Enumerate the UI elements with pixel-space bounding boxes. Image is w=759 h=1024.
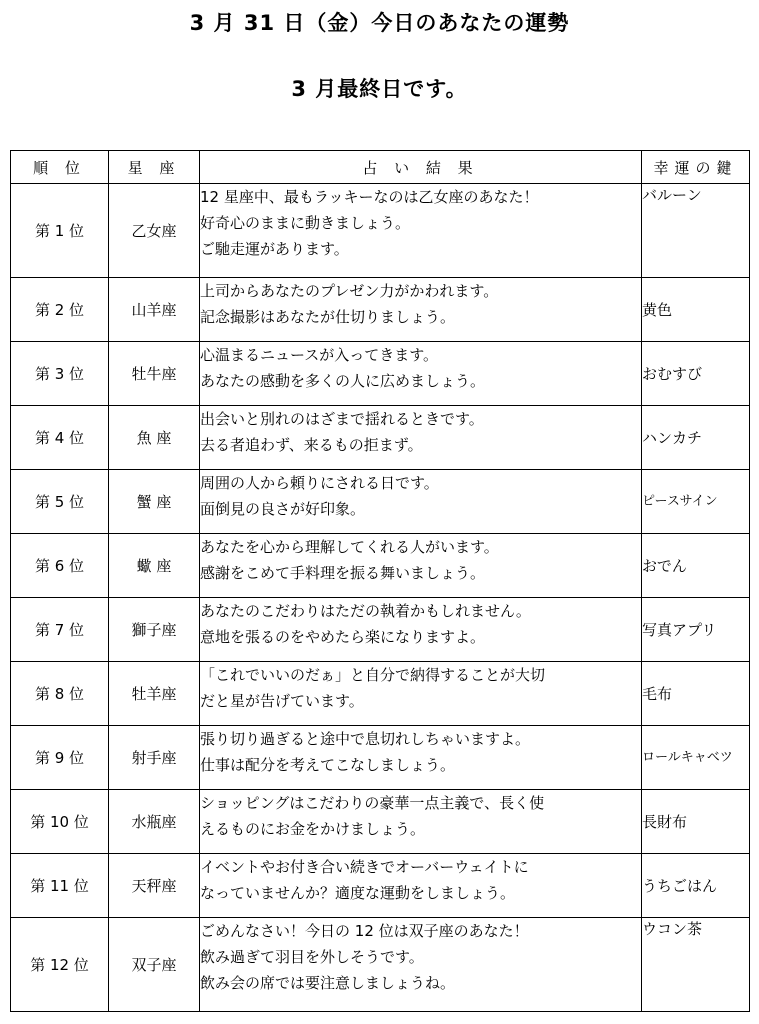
result-line: 12 星座中、最もラッキーなのは乙女座のあなた！: [200, 188, 539, 206]
table-row: [11, 406, 750, 470]
rank-cell: 第 9 位: [11, 726, 109, 790]
lucky-key-cell: バルーン: [642, 184, 750, 278]
table-row: [11, 790, 750, 854]
result-line: 面倒見の良さが好印象。: [200, 500, 366, 518]
result-line: 好奇心のままに動きましょう。: [200, 214, 411, 232]
table-row: [11, 662, 750, 726]
header-result: 占 い 結 果: [200, 151, 642, 184]
rank-cell: 第 6 位: [11, 534, 109, 598]
result-line: イベントやお付き合い続きでオーバーウェイトに: [200, 858, 529, 876]
result-line: 「これでいいのだぁ」と自分で納得することが大切: [200, 666, 546, 684]
result-line: 飲み過ぎて羽目を外しそうです。: [200, 948, 424, 966]
result-line: あなたを心から理解してくれる人がいます。: [200, 538, 499, 556]
result-line: ごめんなさい！今日の 12 位は双子座のあなた！: [200, 922, 529, 940]
result-cell: [200, 726, 642, 790]
lucky-key-cell: うちごはん: [642, 854, 750, 918]
rank-cell: 第 5 位: [11, 470, 109, 534]
sign-cell: 牡牛座: [109, 342, 200, 406]
result-line: 去る者追わず、来るもの拒まず。: [200, 436, 423, 454]
table-row: [11, 598, 750, 662]
result-line: 仕事は配分を考えてこなしましょう。: [200, 756, 456, 774]
lucky-key-cell: おでん: [642, 534, 750, 598]
result-line: 飲み会の席では要注意しましょうね。: [200, 974, 456, 992]
lucky-key-cell: おむすび: [642, 342, 750, 406]
sign-cell: 射手座: [109, 726, 200, 790]
result-line: あなたのこだわりはただの執着かもしれません。: [200, 602, 531, 620]
lucky-key-cell: ウコン茶: [642, 918, 750, 1012]
result-line: えるものにお金をかけましょう。: [200, 820, 426, 838]
result-line: 周囲の人から頼りにされる日です。: [200, 474, 439, 492]
sign-cell: 牡羊座: [109, 662, 200, 726]
table-row: [11, 278, 750, 342]
table-row: [11, 470, 750, 534]
result-line: 上司からあなたのプレゼン力がかわれます。: [200, 282, 499, 300]
result-line: 記念撮影はあなたが仕切りましょう。: [200, 308, 456, 326]
sign-cell: 乙女座: [109, 184, 200, 278]
sign-cell: 双子座: [109, 918, 200, 1012]
sign-cell: 獅子座: [109, 598, 200, 662]
result-cell: [200, 406, 642, 470]
result-cell: [200, 278, 642, 342]
result-cell: [200, 918, 642, 1012]
result-line: ショッピングはこだわりの豪華一点主義で、長く使: [200, 794, 545, 812]
result-cell: [200, 534, 642, 598]
result-cell: [200, 470, 642, 534]
lucky-key-cell: ハンカチ: [642, 406, 750, 470]
header-lucky-key: 幸運の鍵: [642, 151, 750, 184]
rank-cell: 第 10 位: [11, 790, 109, 854]
result-cell: [200, 790, 642, 854]
result-cell: [200, 184, 642, 278]
result-line: ご馳走運があります。: [200, 240, 349, 258]
rank-cell: 第 11 位: [11, 854, 109, 918]
sign-cell: 魚 座: [109, 406, 200, 470]
rank-cell: 第 4 位: [11, 406, 109, 470]
result-line: 心温まるニュースが入ってきます。: [200, 346, 439, 364]
sign-cell: 山羊座: [109, 278, 200, 342]
rank-cell: 第 7 位: [11, 598, 109, 662]
result-line: あなたの感動を多くの人に広めましょう。: [200, 372, 486, 390]
lucky-key-cell: 長財布: [642, 790, 750, 854]
rank-cell: 第 3 位: [11, 342, 109, 406]
lucky-key-cell: 毛布: [642, 662, 750, 726]
result-line: 意地を張るのをやめたら楽になりますよ。: [200, 628, 486, 646]
table-row: [11, 342, 750, 406]
rank-cell: 第 12 位: [11, 918, 109, 1012]
page-title: 3 月 31 日（金）今日のあなたの運勢: [189, 11, 570, 35]
lucky-key-cell: 写真アプリ: [642, 598, 750, 662]
result-line: だと星が告げています。: [200, 692, 364, 710]
result-cell: [200, 342, 642, 406]
result-cell: [200, 662, 642, 726]
table-row: [11, 534, 750, 598]
page-subtitle: 3 月最終日です。: [291, 77, 468, 101]
table-row: [11, 854, 750, 918]
rank-cell: 第 8 位: [11, 662, 109, 726]
sign-cell: 水瓶座: [109, 790, 200, 854]
result-line: 出会いと別れのはざまで揺れるときです。: [200, 410, 484, 428]
lucky-key-cell: ピースサイン: [642, 470, 750, 534]
result-line: 感謝をこめて手料理を振る舞いましょう。: [200, 564, 486, 582]
lucky-key-cell: 黄色: [642, 278, 750, 342]
result-cell: [200, 598, 642, 662]
rank-cell: 第 2 位: [11, 278, 109, 342]
table-row: [11, 184, 750, 278]
table-row: [11, 918, 750, 1012]
rank-cell: 第 1 位: [11, 184, 109, 278]
sign-cell: 蠍 座: [109, 534, 200, 598]
table-header-row: [11, 151, 750, 184]
lucky-key-cell: ロールキャベツ: [642, 726, 750, 790]
fortune-table: [10, 150, 750, 1012]
header-sign: 星 座: [109, 151, 200, 184]
table-row: [11, 726, 750, 790]
result-cell: [200, 854, 642, 918]
result-line: 張り切り過ぎると途中で息切れしちゃいますよ。: [200, 730, 531, 748]
header-rank: 順 位: [11, 151, 109, 184]
result-line: なっていませんか？適度な運動をしましょう。: [200, 884, 516, 902]
sign-cell: 蟹 座: [109, 470, 200, 534]
sign-cell: 天秤座: [109, 854, 200, 918]
